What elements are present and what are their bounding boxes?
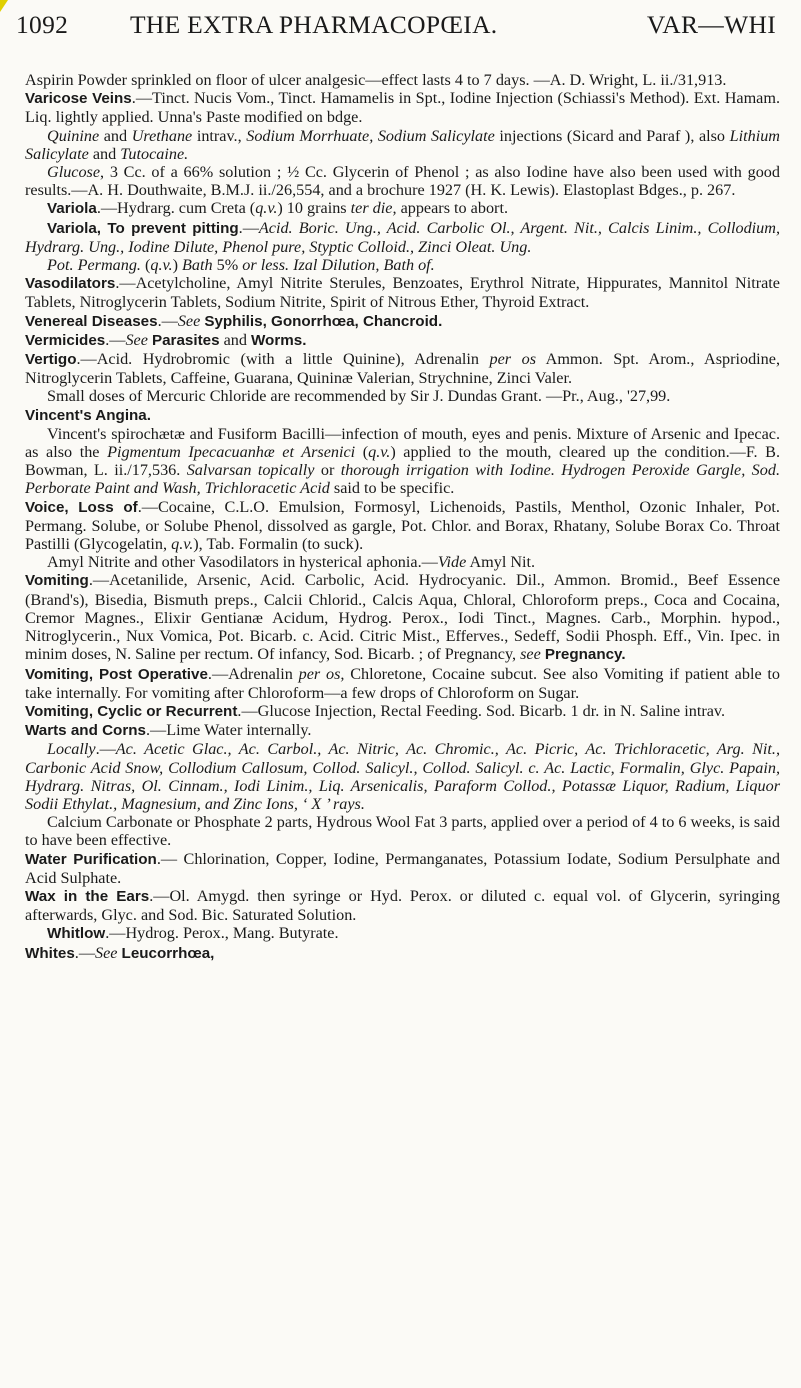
entry-text: .—Adrenalin — [207, 664, 299, 683]
index-entry — [25, 924, 780, 943]
italic-text: per os, — [298, 664, 345, 683]
entry-text: ( — [355, 443, 369, 462]
index-entry — [25, 721, 780, 740]
entry-text: 5% — [212, 256, 243, 275]
entry-text: .— — [95, 740, 116, 759]
entry-text: .— — [74, 943, 96, 962]
index-entries — [25, 71, 780, 963]
index-entry — [25, 199, 780, 218]
entry-text: .— — [157, 311, 178, 330]
entry-text: intrav., — [192, 126, 247, 145]
corner-fold-mark — [0, 0, 8, 12]
entry-text: .—Acid. Hydrobromic (with a little Quinine), Adrenalin — [76, 350, 490, 369]
italic-text: Quinine — [47, 126, 100, 145]
entry-heading: Syphilis, Gonorrhœa, Chancroid. — [204, 312, 443, 330]
entry-text: Ammon. Spt. Arom., Aspriodine, Nitroglycerin Tablets, Caffeine, Guarana, Quininæ Valerian, Strychnine, Zinci Valer. — [25, 350, 780, 388]
entry-text: .—Hydrarg. cum Creta ( — [96, 199, 256, 218]
index-entry — [25, 406, 780, 425]
entry-text: said to be specific. — [329, 479, 455, 498]
entry-text: Vincent's spirochætæ and Fusiform Bacilli—infection of mouth, eyes and penis. Mixture of Arsenic and Ipecac. as also the — [25, 424, 780, 462]
entry-text: appears to abort. — [396, 199, 508, 218]
index-entry — [25, 740, 780, 813]
entry-text: .—Cocaine, C.L.O. Emulsion, Formosyl, Lichenoids, Pastils, Menthol, Ozonic Inhaler, Pot. Permang. Solube, or Solube Phenol, dissolved as gargle, Pot. Chlor. and Borax, Rhatany, Solube Borax Co. Throat Pastilli (Glycogelatin, — [25, 497, 780, 554]
italic-text: Pigmentum Ipecacuanhæ et Arsenici — [107, 443, 356, 462]
entry-text: Small doses of Mercuric Chloride are recommended by Sir J. Dundas Grant. —Pr., Aug., '27,99. — [47, 387, 671, 406]
italic-text: Urethane — [131, 126, 193, 145]
italic-text: q.v. — [368, 443, 391, 462]
entry-heading: Vermicides — [25, 331, 106, 349]
index-entry — [25, 665, 780, 702]
page-number: 1092 — [16, 10, 69, 39]
italic-text: Sodium Morrhuate, Sodium Salicylate — [246, 126, 495, 145]
index-entry — [25, 350, 780, 387]
entry-text: .—Tinct. Nucis Vom., Tinct. Hamamelis in Spt., Iodine Injection (Schiassi's Method). Ext. Hamam. Liq. lightly applied. Unna's Paste modified on bdge. — [25, 89, 780, 127]
italic-text: per os — [489, 350, 537, 369]
italic-text: Locally — [47, 740, 96, 759]
italic-text: Acid. Boric. Ung., Acid. Carbolic Ol., Argent. Nit., Calcis Linim., Collodium, Hydrarg. Ung., Iodine Dilute, Phenol pure, Styptic Colloid., Zinci Oleat. Ung. — [25, 218, 780, 256]
entry-heading: Whitlow — [47, 925, 106, 943]
index-entry — [25, 312, 780, 331]
index-entry — [25, 71, 780, 89]
index-entry — [25, 425, 780, 498]
entry-text: injections (Sicard and Paraf ), also — [494, 126, 730, 145]
entry-heading: Venereal Diseases — [25, 312, 158, 330]
italic-text: Salvarsan topically — [186, 461, 315, 480]
italic-text: See — [95, 943, 118, 962]
index-entry — [25, 387, 780, 405]
entry-heading: Vasodilators — [25, 275, 116, 293]
entry-heading: Varicose Veins — [25, 90, 132, 108]
entry-text: Amyl Nitrite and other Vasodilators in hysterical aphonia.— — [47, 553, 438, 572]
entry-heading: Vomiting, Cyclic or Recurrent — [25, 702, 238, 720]
entry-range: VAR—WHI — [646, 10, 776, 39]
entry-text: and — [99, 126, 132, 145]
entry-heading: Vomiting, Post Operative — [25, 665, 208, 683]
italic-text: Ac. Acetic Glac., Ac. Carbol., Ac. Nitric, Ac. Chromic., Ac. Picric, Ac. Trichloracetic, Arg. Nit., Carbonic Acid Snow, Collodium Callosum, Collod. Salicyl., Collod. Salicyl. c. Ac. Lactic, Formalin, Glyc. Papain, Hydrarg. Nitras, Ol. Cinnam., Iodi Linim., Liq. Arsenicalis, Paraform Collod., Potassæ Liquor, Radium, Liquor Sodii Ethylat., Magnesium, and Zinc Ions, ‘ X ’ rays. — [25, 740, 780, 813]
italic-text: thorough irrigation with Iodine. Hydrogen Peroxide Gargle, Sod. Perborate Paint and Wash, Trichloracetic Acid — [25, 461, 780, 498]
entry-text: Aspirin Powder sprinkled on floor of ulcer analgesic—effect lasts 4 to 7 days. —A. D. Wright, L. ii./31,913. — [25, 71, 727, 89]
entry-heading: Whites — [25, 944, 75, 962]
entry-heading: Pregnancy. — [544, 646, 626, 664]
index-entry — [25, 89, 780, 126]
entry-text: or — [314, 461, 341, 480]
entry-text: .— — [238, 218, 259, 237]
italic-text: Vide — [437, 553, 467, 572]
index-entry — [25, 163, 780, 199]
index-entry — [25, 702, 780, 721]
index-entry — [25, 127, 780, 163]
entry-heading: Warts and Corns — [25, 722, 146, 740]
entry-text: ) — [172, 256, 183, 275]
italic-text: q.v. — [150, 256, 173, 275]
italic-text: see — [520, 645, 541, 664]
index-entry — [25, 813, 780, 849]
index-entry — [25, 571, 780, 664]
entry-heading: Variola — [47, 200, 97, 218]
index-entry — [25, 850, 780, 887]
book-title: THE EXTRA PHARMACOPŒIA. — [130, 10, 498, 39]
entry-heading: Voice, Loss of — [25, 498, 138, 516]
entry-text: .—Glucose Injection, Rectal Feeding. Sod. Bicarb. 1 dr. in N. Saline intrav. — [237, 701, 726, 720]
index-entry — [25, 219, 780, 256]
entry-heading: Variola, To prevent pitting — [47, 219, 239, 237]
entry-text: and — [219, 330, 251, 349]
entry-heading: Parasites — [151, 331, 220, 349]
entry-heading: Worms. — [251, 331, 307, 349]
italic-text: Bath — [182, 256, 213, 275]
index-entry — [25, 553, 780, 571]
entry-text: .—Acetylcholine, Amyl Nitrite Sterules, Benzoates, Erythrol Nitrate, Hippurates, Mannitol Nitrate Tablets, Nitroglycerin Tablets, Sodium Nitrite, Spirit of Nitrous Ether, Thyroid Extract. — [25, 274, 780, 312]
entry-text: .—Ol. Amygd. then syringe or Hyd. Perox. or diluted c. equal vol. of Glycerin, syringing afterwards, Glyc. and Sod. Bic. Saturated Solution. — [25, 886, 780, 925]
entry-text: .— Chlorination, Copper, Iodine, Permanganates, Potassium Iodate, Sodium Persulphate and Acid Sulphate. — [25, 849, 781, 887]
italic-text: q.v. — [171, 535, 194, 554]
italic-text: Pot. Permang. — [47, 256, 141, 275]
entry-text: and — [88, 144, 121, 163]
italic-text: Glucose — [47, 163, 101, 182]
index-entry — [25, 331, 780, 350]
index-entry — [25, 887, 780, 924]
entry-text: Chloretone, Cocaine subcut. See also Vomiting if patient able to take internally. For vomiting after Chloroform—a few drops of Chloroform on Sugar. — [25, 664, 781, 702]
entry-text: Calcium Carbonate or Phosphate 2 parts, Hydrous Wool Fat 3 parts, applied over a period of 4 to 6 weeks, is said to have been effective. — [25, 813, 780, 850]
entry-text: ), Tab. Formalin (to suck). — [193, 535, 364, 554]
entry-text: .—Hydrog. Perox., Mang. Butyrate. — [105, 924, 339, 943]
entry-text: .—Acetanilide, Arsenic, Acid. Carbolic, Acid. Hydrocyanic. Dil., Ammon. Bromid., Beef Essence (Brand's), Bisedia, Bismuth preps., Calcii Chlorid., Calcis Aqua, Chloral, Chloroform preps., Coca and Cocaina, Cremor Magnes., Elixir Gentianæ Acidum, Hydrog. Perox., Iodi Tinct., Magnes. Carb., Morphin. hypod., Nitroglycerin., Nux Vomica, Pot. Bicarb. c. Acid. Citric Mist., Efferves., Sedeff, Sodii Phosph. Eff., Vin. Ipec. in minim doses, N. Saline per rectum. Of infancy, Sod. Bicarb. ; of Pregnancy, — [25, 571, 780, 664]
italic-text: ter die, — [350, 199, 397, 218]
entry-text: .— — [105, 330, 126, 349]
index-entry — [25, 498, 780, 554]
entry-text: ( — [140, 256, 151, 275]
entry-text: Amyl Nit. — [466, 553, 536, 572]
entry-heading: Vincent's Angina. — [25, 406, 151, 424]
entry-text: .—Lime Water internally. — [145, 721, 312, 740]
italic-text: See — [125, 330, 148, 349]
index-entry — [25, 274, 780, 311]
italic-text: or less. Izal Dilution, Bath of. — [242, 256, 435, 275]
entry-text: ) 10 grains — [277, 199, 351, 218]
entry-heading: Vertigo — [25, 351, 77, 369]
running-header — [16, 10, 776, 50]
entry-heading: Water Purification — [25, 850, 157, 868]
entry-heading: Leucorrhœa, — [121, 944, 215, 962]
italic-text: Lithium Salicylate — [25, 126, 780, 163]
italic-text: Tutocaine. — [120, 144, 189, 163]
index-entry — [25, 944, 780, 963]
entry-text: ) applied to the mouth, cleared up the condition.—F. B. Bowman, L. ii./17,536. — [25, 443, 781, 480]
entry-heading: Wax in the Ears — [25, 887, 150, 905]
entry-heading: Vomiting — [25, 572, 89, 590]
entry-text: , 3 Cc. of a 66% solution ; ½ Cc. Glycerin of Phenol ; as also Iodine have also been used with good results.—A. H. Douthwaite, B.M.J. ii./26,554, and a brochure 1927 (H. K. Lewis). Elastoplast Bdges., p. 267. — [25, 163, 780, 200]
italic-text: q.v. — [255, 199, 278, 218]
index-entry — [25, 256, 780, 274]
italic-text: See — [177, 311, 201, 330]
